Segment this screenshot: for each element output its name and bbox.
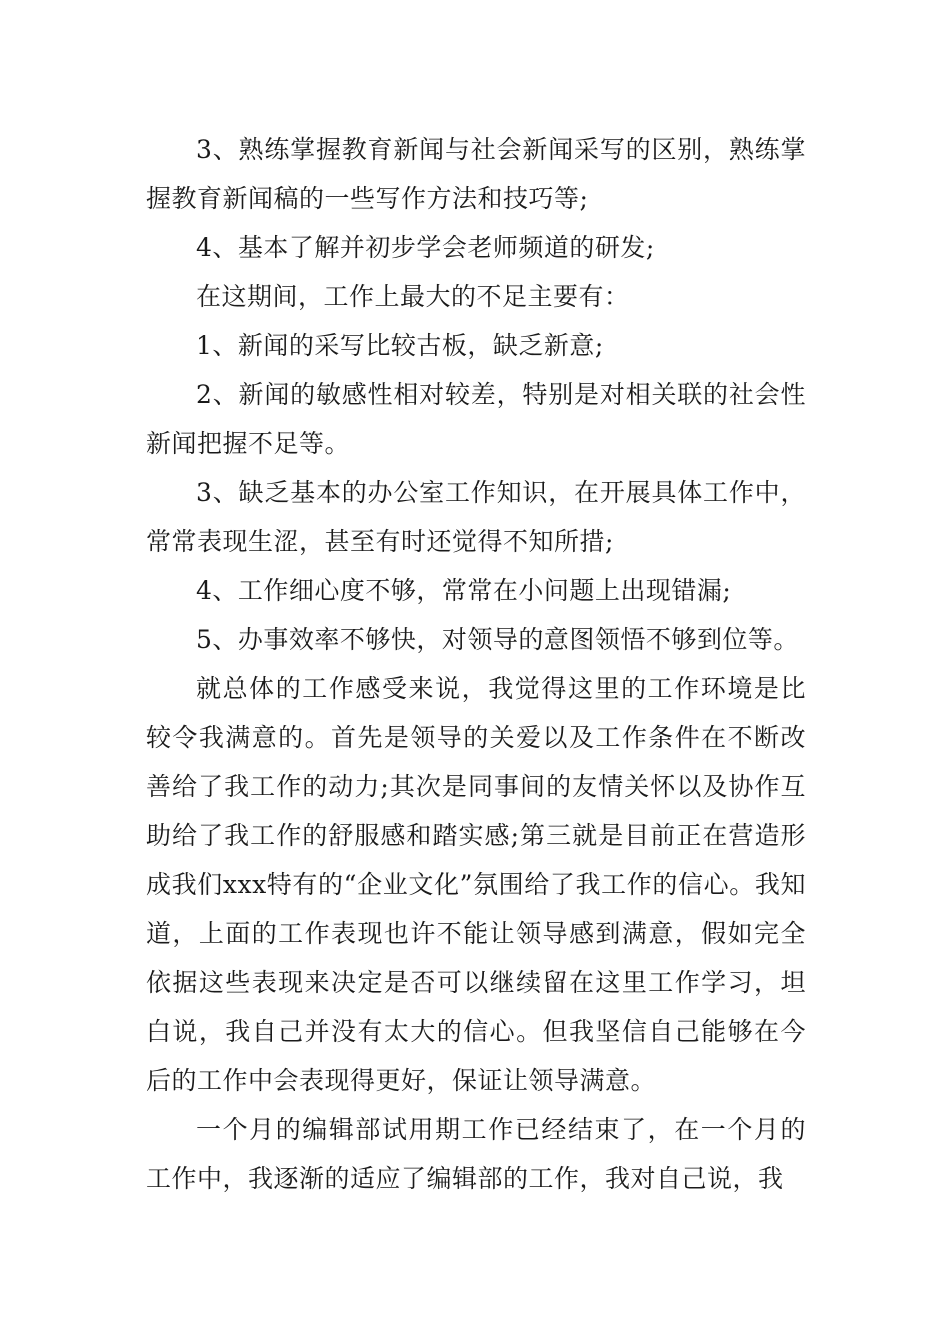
document-body <box>146 125 806 1203</box>
paragraph-shortcoming-1: 1、新闻的采写比较古板，缺乏新意; <box>196 331 604 360</box>
paragraph-shortcoming-5: 5、办事效率不够快，对领导的意图领悟不够到位等。 <box>196 625 799 654</box>
paragraph-overall-feelings: 就总体的工作感受来说，我觉得这里的工作环境是比较令我满意的。首先是领导的关爱以及工作条件在不断改善给了我工作的动力;其次是同事间的友情关怀以及协作互助给了我工作的舒服感和踏实感;第三就是目前正在营造形成我们xxx特有的“企业文化”氛围给了我工作的信心。我知道，上面的工作表现也许不能让领导感到满意，假如完全依据这些表现来决定是否可以继续留在这里工作学习，坦白说，我自己并没有太大的信心。但我坚信自己能够在今后的工作中会表现得更好，保证让领导满意。 <box>146 674 806 1095</box>
paragraph-shortcoming-4: 4、工作细心度不够，常常在小问题上出现错漏; <box>196 576 732 605</box>
paragraph-shortcoming-2: 2、新闻的敏感性相对较差，特别是对相关联的社会性新闻把握不足等。 <box>146 380 806 458</box>
paragraph-skill-4: 4、基本了解并初步学会老师频道的研发; <box>196 233 655 262</box>
paragraph-skill-3: 3、熟练掌握教育新闻与社会新闻采写的区别，熟练掌握教育新闻稿的一些写作方法和技巧等; <box>146 135 806 213</box>
paragraph-shortcoming-3: 3、缺乏基本的办公室工作知识，在开展具体工作中，常常表现生涩，甚至有时还觉得不知所措; <box>146 478 806 556</box>
paragraph-probation-summary: 一个月的编辑部试用期工作已经结束了，在一个月的工作中，我逐渐的适应了编辑部的工作，我对自己说，我 <box>146 1115 806 1193</box>
paragraph-shortcomings-intro: 在这期间，工作上最大的不足主要有： <box>196 282 630 311</box>
